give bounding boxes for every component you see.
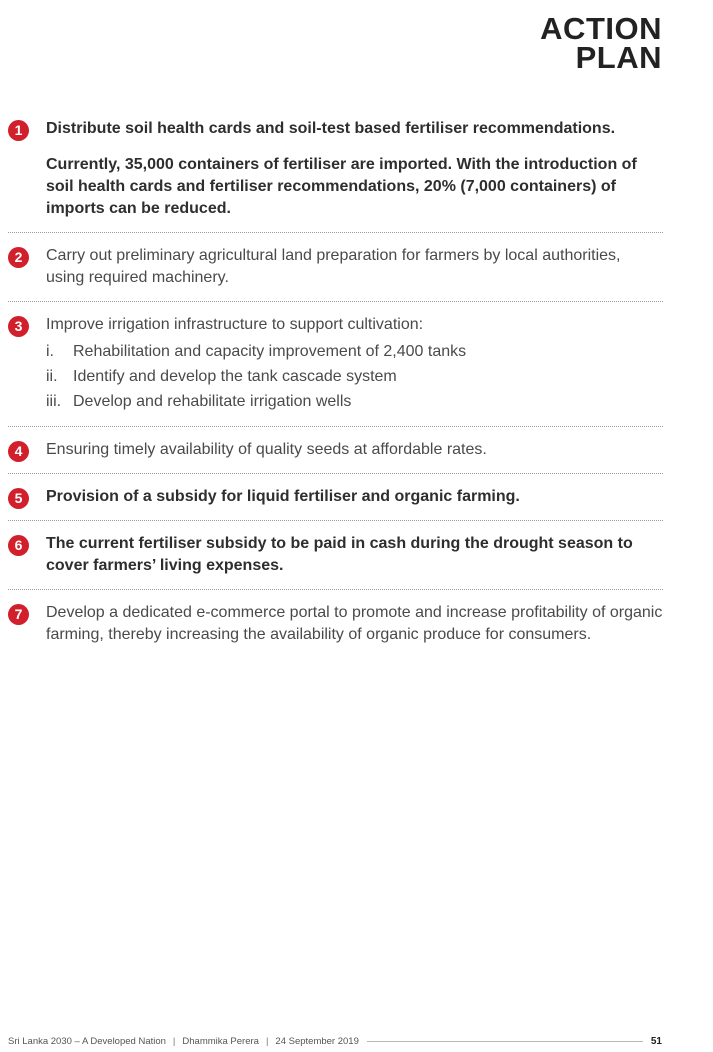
action-item-3	[8, 314, 663, 427]
footer-separator: |	[265, 1035, 269, 1047]
list-text: Identify and develop the tank cascade system	[73, 368, 397, 385]
page-footer	[8, 1034, 662, 1048]
item-number-badge: 6	[8, 535, 29, 556]
item-number-badge: 7	[8, 604, 29, 625]
action-item-2	[8, 245, 663, 302]
page-number: 51	[650, 1035, 662, 1047]
item-text: Ensuring timely availability of quality seeds at affordable rates.	[46, 441, 487, 458]
list-marker: ii.	[46, 368, 58, 385]
list-marker: iii.	[46, 393, 62, 410]
list-item	[46, 339, 663, 364]
item-text: The current fertiliser subsidy to be paid in cash during the drought season to cover farmers’ living expenses.	[46, 535, 633, 574]
footer-publication: Sri Lanka 2030 – A Developed Nation	[8, 1035, 166, 1047]
action-item-5	[8, 486, 663, 521]
list-item	[46, 389, 663, 414]
sub-list	[46, 339, 663, 414]
footer-author: Dhammika Perera	[182, 1035, 259, 1047]
title-line-1: ACTION	[540, 11, 662, 46]
item-number-badge: 4	[8, 441, 29, 462]
item-number-badge: 5	[8, 488, 29, 509]
item-text: Carry out preliminary agricultural land preparation for farmers by local authorities, using required machinery.	[46, 247, 621, 286]
footer-separator: |	[172, 1035, 176, 1047]
action-item-7	[8, 602, 663, 658]
list-text: Rehabilitation and capacity improvement of 2,400 tanks	[73, 343, 467, 360]
item-subtext: Currently, 35,000 containers of fertiliser are imported. With the introduction of soil health cards and fertiliser recommendations, 20% (7,000 containers) of imports can be reduced.	[46, 156, 637, 217]
footer-rule	[367, 1041, 643, 1042]
item-number-badge: 2	[8, 247, 29, 268]
action-item-6	[8, 533, 663, 590]
action-item-4	[8, 439, 663, 474]
list-text: Develop and rehabilitate irrigation wells	[73, 393, 352, 410]
item-text: Improve irrigation infrastructure to support cultivation:	[46, 316, 424, 333]
item-text: Develop a dedicated e-commerce portal to promote and increase profitability of organic farming, thereby increasing the availability of organic produce for consumers.	[46, 604, 663, 643]
item-number-badge: 1	[8, 120, 29, 141]
page-title	[462, 11, 662, 75]
action-item-1	[8, 118, 663, 233]
item-text: Provision of a subsidy for liquid fertiliser and organic farming.	[46, 488, 520, 505]
title-line-2: PLAN	[575, 40, 662, 75]
action-list	[8, 118, 663, 670]
list-item	[46, 364, 663, 389]
item-text: Distribute soil health cards and soil-test based fertiliser recommendations.	[46, 120, 616, 137]
list-marker: i.	[46, 343, 54, 360]
footer-date: 24 September 2019	[275, 1035, 359, 1047]
item-number-badge: 3	[8, 316, 29, 337]
